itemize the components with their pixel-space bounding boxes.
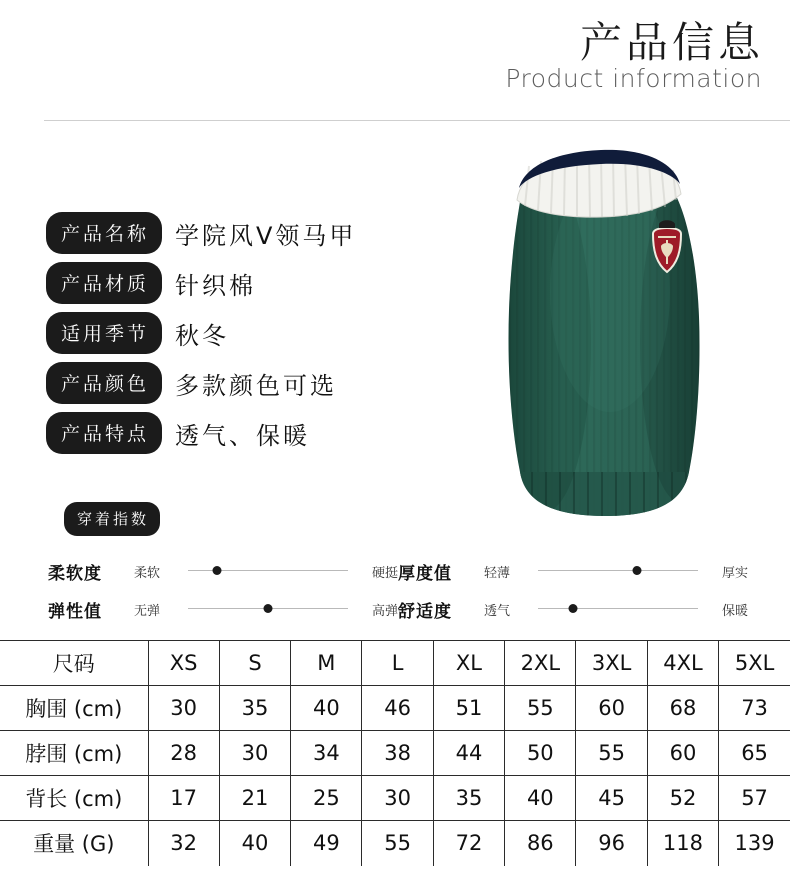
table-header-cell: 尺码 [0,641,148,686]
table-row [0,776,790,821]
table-cell: 21 [219,776,290,821]
table-cell: 139 [719,821,790,866]
table-row [0,686,790,731]
gauge-thickness-track [538,564,698,578]
table-cell: 57 [719,776,790,821]
table-header-cell: XS [148,641,219,686]
product-image [420,128,790,528]
table-header-cell: M [291,641,362,686]
gauge-elasticity-track [188,602,348,616]
spec-row-features [46,408,446,458]
table-cell: 40 [505,776,576,821]
table-cell: 45 [576,776,647,821]
gauge-softness-left: 柔软 [134,565,161,581]
table-cell: 50 [505,731,576,776]
spec-row-season [46,308,446,358]
table-cell: 30 [362,776,433,821]
gauge-softness-name: 柔软度 [48,563,102,584]
gauge-elasticity-right: 高弹 [371,603,398,619]
table-cell: 17 [148,776,219,821]
gauge-thickness [398,559,748,584]
table-cell: 55 [576,731,647,776]
table-cell: 40 [219,821,290,866]
gauge-thickness-right: 厚实 [721,565,748,581]
table-cell: 51 [433,686,504,731]
spec-tag-color: 产品颜色 [46,362,162,404]
gauge-comfort-name: 舒适度 [398,601,452,622]
table-row [0,821,790,866]
table-header-row [0,641,790,686]
table-header-cell: 2XL [505,641,576,686]
table-row-label: 背长 (cm) [0,776,148,821]
gauge-softness-track [188,564,348,578]
table-cell: 32 [148,821,219,866]
table-cell: 60 [647,731,718,776]
size-table [0,640,790,866]
gauge-elasticity-left: 无弹 [134,603,161,619]
table-cell: 46 [362,686,433,731]
table-cell: 73 [719,686,790,731]
spec-value-color: 多款颜色可选 [175,371,338,400]
table-cell: 34 [291,731,362,776]
table-cell: 35 [219,686,290,731]
gauge-line [538,570,698,571]
gauge-thickness-dot [633,566,642,575]
table-cell: 38 [362,731,433,776]
table-cell: 55 [505,686,576,731]
dog-vest-illustration [420,128,790,528]
table-cell: 65 [719,731,790,776]
spec-tag-name: 产品名称 [46,212,162,254]
table-cell: 68 [647,686,718,731]
gauge-thickness-left: 轻薄 [484,565,511,581]
table-header-cell: XL [433,641,504,686]
gauge-line [538,608,698,609]
gauge-softness-dot [212,566,221,575]
table-cell: 55 [362,821,433,866]
table-header-cell: L [362,641,433,686]
wearing-index-gauges [48,552,748,628]
table-row [0,731,790,776]
spec-value-season: 秋冬 [175,321,230,350]
table-row-label: 重量 (G) [0,821,148,866]
spec-value-features: 透气、保暖 [175,421,311,450]
table-cell: 60 [576,686,647,731]
table-header-cell: 5XL [719,641,790,686]
table-cell: 40 [291,686,362,731]
gauge-elasticity-dot [264,604,273,613]
spec-row-material [46,258,446,308]
gauge-row-1 [48,552,748,590]
table-row-label: 胸围 (cm) [0,686,148,731]
spec-row-name [46,208,446,258]
spec-list [46,208,446,458]
table-cell: 30 [219,731,290,776]
gauge-softness [48,559,398,584]
wearing-index-label: 穿着指数 [64,502,160,536]
table-cell: 52 [647,776,718,821]
gauge-softness-right: 硬挺 [371,565,398,581]
gauge-comfort-dot [569,604,578,613]
spec-tag-season: 适用季节 [46,312,162,354]
page-subtitle: Product information [505,64,762,93]
table-header-cell: 4XL [647,641,718,686]
spec-value-material: 针织棉 [175,271,257,300]
table-cell: 96 [576,821,647,866]
page-title: 产品信息 [579,18,764,67]
table-cell: 35 [433,776,504,821]
header-divider [44,120,790,121]
gauge-elasticity-name: 弹性值 [48,601,102,622]
table-cell: 28 [148,731,219,776]
gauge-comfort-right: 保暖 [721,603,748,619]
table-cell: 86 [505,821,576,866]
gauge-comfort-track [538,602,698,616]
spec-value-name: 学院风V领马甲 [175,221,357,250]
spec-tag-features: 产品特点 [46,412,162,454]
table-cell: 72 [433,821,504,866]
gauge-elasticity [48,597,398,622]
table-header-cell: S [219,641,290,686]
table-cell: 30 [148,686,219,731]
table-cell: 49 [291,821,362,866]
spec-tag-material: 产品材质 [46,262,162,304]
table-header-cell: 3XL [576,641,647,686]
page-header [0,0,790,120]
gauge-comfort [398,597,748,622]
gauge-comfort-left: 透气 [484,603,511,619]
size-table-wrap [0,640,790,866]
gauge-thickness-name: 厚度值 [398,563,452,584]
table-cell: 25 [291,776,362,821]
table-cell: 44 [433,731,504,776]
spec-row-color [46,358,446,408]
gauge-row-2 [48,590,748,628]
table-row-label: 脖围 (cm) [0,731,148,776]
table-cell: 118 [647,821,718,866]
